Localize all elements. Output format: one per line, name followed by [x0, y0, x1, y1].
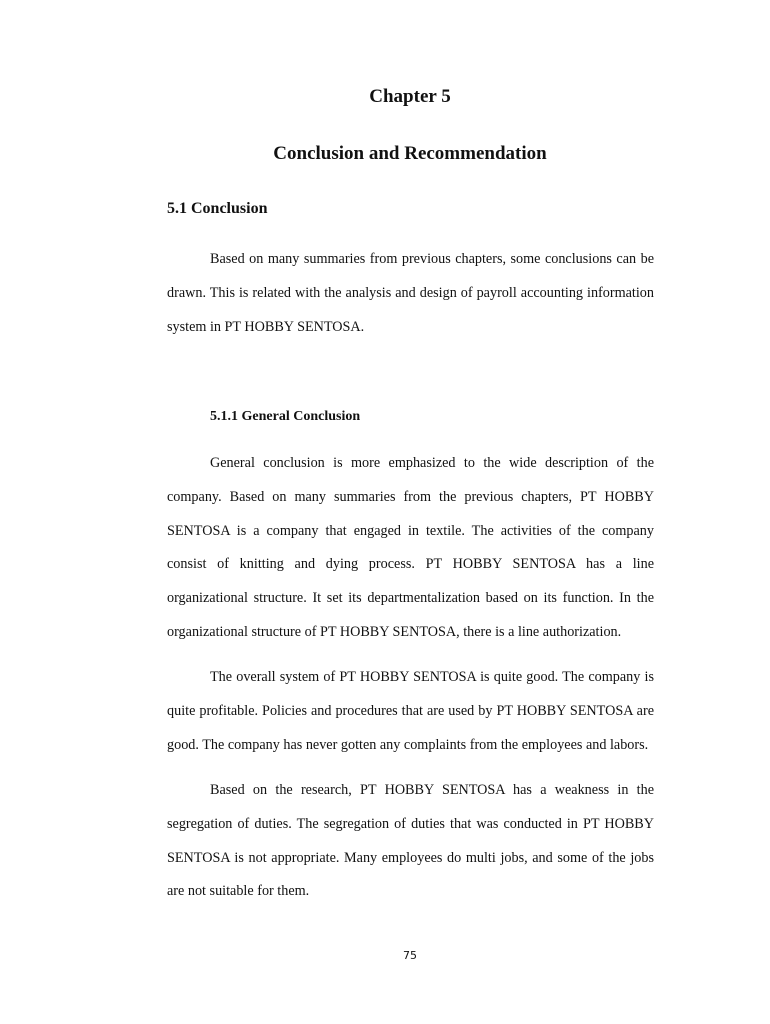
paragraph-overall-system: The overall system of PT HOBBY SENTOSA is quite good. The company is quite profitable. Policies and procedures that are used by PT HOBBY SENTOSA are good. The company has never gotten any complaints from the employees and labors.: [167, 669, 654, 753]
paragraph-weakness: Based on the research, PT HOBBY SENTOSA has a weakness in the segregation of duties. The segregation of duties that was conducted in PT HOBBY SENTOSA is not appropriate. Many employees do multi jobs, and some of the jobs are not suitable for them.: [167, 782, 654, 900]
chapter-title: Chapter 5: [369, 86, 451, 107]
paragraph-general-conclusion: General conclusion is more emphasized to the wide description of the company. Based on many summaries from the previous chapters, PT HOBBY SENTOSA is a company that engaged in textile. The activities of the company consist of knitting and dying process. PT HOBBY SENTOSA has a line organizational structure. It set its departmentalization based on its function. In the organizational structure of PT HOBBY SENTOSA, there is a line authorization.: [167, 455, 654, 640]
page-number: 75: [403, 949, 417, 962]
intro-paragraph: Based on many summaries from previous chapters, some conclusions can be drawn. This is related with the analysis and design of payroll accounting information system in PT HOBBY SENTOSA.: [167, 251, 654, 335]
chapter-subtitle: Conclusion and Recommendation: [273, 143, 547, 164]
subsection-heading-general-conclusion: 5.1.1 General Conclusion: [210, 409, 361, 424]
section-heading-conclusion: 5.1 Conclusion: [167, 200, 268, 217]
